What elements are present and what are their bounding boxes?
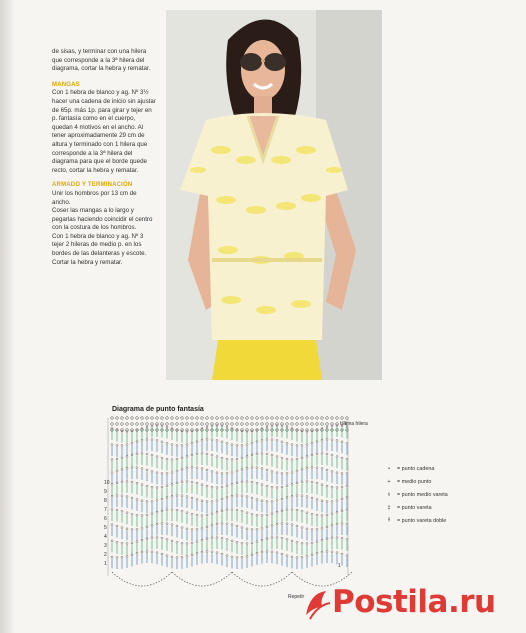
- mangas-paragraph: Con 1 hebra de blanco y ag. Nº 3½ hacer una cadena de inicio sin ajustar de 65p. más 1p. para girar y tejer en p. fantasía como en el cuerpo, quedan 4 motivos en el ancho. Al tener aproximadamente 29 cm de altura y terminado con 1 hilera que corresponde a la 3ª hilera del diagrama para que el borde quede recto, cortar la hebra y rematar.: [52, 89, 156, 174]
- legend-item: [384, 514, 448, 527]
- stitch-legend: [384, 462, 448, 527]
- armado-paragraph-2: Coser las mangas a lo largo y pegarlas haciendo coincidir el centro con la costura de los hombros.: [52, 207, 153, 232]
- row-number: 3: [104, 543, 107, 549]
- diagram-title: Diagrama de punto fantasía: [112, 406, 204, 413]
- row-number: 2: [104, 552, 107, 558]
- row-number: 8: [104, 498, 107, 504]
- legend-symbol: +: [387, 478, 391, 485]
- legend-item: [384, 488, 448, 501]
- legend-symbol: ‡: [387, 504, 391, 511]
- legend-symbol: ŧ: [388, 491, 390, 498]
- legend-symbol: ∘: [387, 465, 391, 472]
- intro-paragraph: de sisas, y terminar con una hilera que corresponde a la 3ª hilera del diagrama, cortar la hebra y rematar.: [52, 48, 151, 73]
- legend-label: = punto vareta: [397, 504, 432, 511]
- section-title-mangas: MANGAS: [52, 81, 80, 88]
- instructions-column: [52, 48, 156, 267]
- row-number: 4: [104, 534, 107, 540]
- legend-item: [384, 475, 448, 488]
- legend-label: = punto cadena: [397, 465, 435, 472]
- model-photo: [166, 10, 382, 380]
- diagram-bottom-label: Repetir: [288, 594, 305, 600]
- legend-item: [384, 501, 448, 514]
- legend-symbol: ⫲: [388, 517, 390, 523]
- armado-paragraph-1: Unir los hombros por 13 cm de ancho.: [52, 189, 137, 206]
- row-number: 10: [104, 480, 110, 486]
- row-number: 9: [104, 489, 107, 495]
- armado-paragraph-3: Con 1 hebra de blanco y ag. Nº 3 tejer 2 hileras de medio p. en los bordes de las delanteras y escote. Cortar la hebra y rematar.: [52, 232, 147, 266]
- row-number: 1: [104, 561, 107, 567]
- legend-label: = medio punto: [397, 478, 432, 485]
- row-number: 7: [104, 507, 107, 513]
- legend-label: = punto vareta doble: [397, 517, 447, 524]
- diagram-right-row-number: 1: [338, 563, 341, 569]
- legend-label: = punto medio vareta: [397, 491, 448, 498]
- legend-item: [384, 462, 448, 475]
- model-illustration: [166, 10, 382, 380]
- row-number: 6: [104, 516, 107, 522]
- stitch-grid: [108, 417, 352, 586]
- watermark-text: Postila.ru: [332, 584, 496, 620]
- page-spine-shadow: [0, 0, 14, 633]
- section-title-armado: ARMADO Y TERMINACIÓN: [52, 182, 133, 189]
- row-number: 5: [104, 525, 107, 531]
- diagram-top-label: Ultima hilera: [340, 421, 368, 427]
